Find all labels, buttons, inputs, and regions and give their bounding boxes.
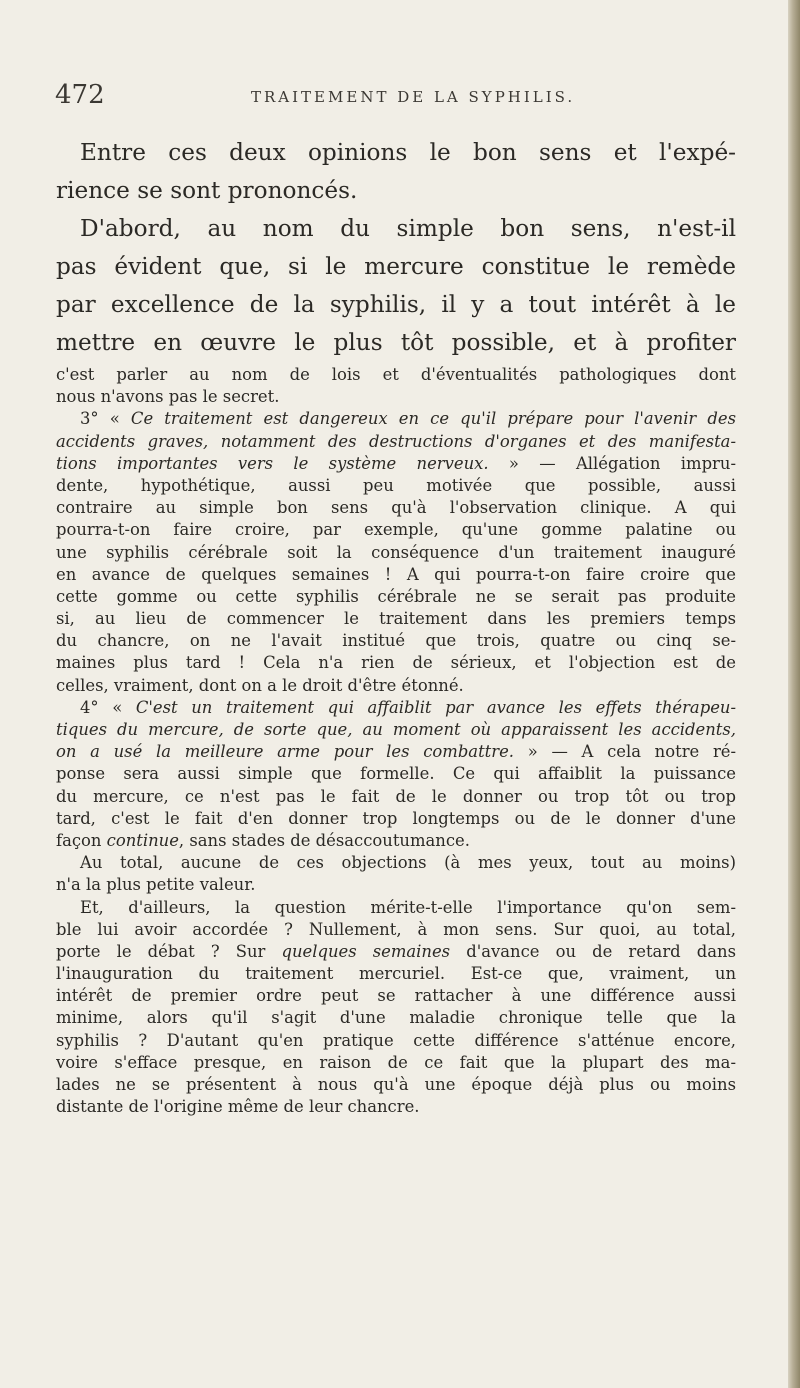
text-line: pas évident que, si le mercure constitue le remède: [56, 253, 736, 280]
small-text-block: [56, 364, 736, 1118]
italic-run: Ce traitement est dangereux en ce qu'il prépare pour l'avenir des: [130, 409, 736, 429]
text-line: c'est parler au nom de lois et d'éventualités pathologiques dont: [56, 365, 736, 384]
text-line: [56, 719, 736, 741]
text-line: maines plus tard ! Cela n'a rien de sérieux, et l'objection est de: [56, 653, 736, 673]
page-edge-shadow: [788, 0, 800, 1388]
text-line: syphilis ? D'autant qu'en pratique cette différence s'atténue encore,: [56, 1030, 736, 1050]
text-line: l'inauguration du traitement mercuriel. Est-ce que, vraiment, un: [56, 964, 736, 984]
text-line: du mercure, ce n'est pas le fait de le donner ou trop tôt ou trop: [56, 786, 736, 806]
text-line: tard, c'est le fait d'en donner trop longtemps ou de le donner d'une: [56, 808, 736, 828]
text-line: [56, 408, 736, 430]
text-run: d'avance ou de retard dans: [450, 941, 736, 961]
text-line: si, au lieu de commencer le traitement dans les premiers temps: [56, 609, 736, 629]
text-line: lades ne se présentent à nous qu'à une époque déjà plus ou moins: [56, 1075, 736, 1094]
text-line: distante de l'origine même de leur chancre.: [56, 1097, 420, 1117]
text-line: [56, 697, 736, 719]
page-number: 472: [55, 80, 105, 110]
italic-run: on a usé la meilleure arme pour les combattre.: [56, 742, 515, 762]
text-line: Entre ces deux opinions le bon sens et l'expé-: [80, 139, 736, 166]
italic-run: continue: [106, 830, 179, 850]
text-run: » — Allégation impru-: [488, 453, 736, 473]
text-line: celles, vraiment, dont on a le droit d'être étonné.: [56, 675, 464, 695]
text-line: une syphilis cérébrale soit la conséquence d'un traitement inauguré: [56, 542, 736, 562]
large-text-block: [56, 134, 736, 362]
text-run: 3° «: [80, 409, 131, 429]
text-line: nous n'avons pas le secret.: [56, 387, 280, 407]
text-line: minime, alors qu'il s'agit d'une maladie chronique telle que la: [56, 1008, 736, 1028]
text-line: pourra-t-on faire croire, par exemple, qu'une gomme palatine ou: [56, 520, 736, 540]
italic-run: tiques du mercure, de sorte que, au moment où apparaissent les accidents,: [56, 720, 736, 739]
text-line: cette gomme ou cette syphilis cérébrale ne se serait pas produite: [56, 586, 736, 606]
italic-run: tions importantes vers le système nerveux.: [56, 453, 489, 473]
running-title: TRAITEMENT DE LA SYPHILIS.: [251, 88, 576, 106]
text-line: [56, 431, 736, 453]
text-run: » — A cela notre ré-: [514, 742, 736, 762]
text-run: porte le débat ? Sur: [56, 941, 282, 961]
text-run: façon: [56, 830, 107, 850]
text-line: Au total, aucune de ces objections (à mes yeux, tout au moins): [80, 853, 736, 873]
text-line: D'abord, au nom du simple bon sens, n'est-il: [80, 215, 736, 242]
text-line: mettre en œuvre le plus tôt possible, et à profiter: [56, 329, 736, 356]
text-line: ponse sera aussi simple que formelle. Ce qui affaiblit la puissance: [56, 764, 736, 784]
text-line: rience se sont prononcés.: [56, 177, 358, 204]
text-line: [56, 453, 736, 475]
text-line: par excellence de la syphilis, il y a tout intérêt à le: [56, 291, 736, 318]
text-line: [56, 941, 736, 963]
italic-run: quelques semaines: [281, 941, 451, 961]
text-line: [56, 830, 736, 852]
text-line: ble lui avoir accordée ? Nullement, à mon sens. Sur quoi, au total,: [56, 919, 736, 939]
italic-run: accidents graves, notamment des destructions d'organes et des manifesta-: [56, 431, 736, 451]
text-run: 4° «: [80, 697, 136, 717]
text-line: dente, hypothétique, aussi peu motivée que possible, aussi: [56, 475, 736, 495]
text-run: , sans stades de désaccoutumance.: [178, 830, 470, 850]
text-line: n'a la plus petite valeur.: [56, 875, 256, 895]
text-line: intérêt de premier ordre peut se rattacher à une différence aussi: [56, 986, 736, 1006]
text-line: [56, 741, 736, 763]
text-line: Et, d'ailleurs, la question mérite-t-elle l'importance qu'on sem-: [80, 897, 736, 917]
text-line: contraire au simple bon sens qu'à l'observation clinique. A qui: [56, 498, 736, 518]
page-header: [55, 80, 755, 110]
body-text: [56, 134, 736, 1118]
text-line: en avance de quelques semaines ! A qui pourra-t-on faire croire que: [56, 564, 736, 584]
italic-run: C'est un traitement qui affaiblit par avance les effets thérapeu-: [135, 697, 736, 717]
text-line: du chancre, on ne l'avait institué que trois, quatre ou cinq se-: [56, 631, 736, 651]
text-line: voire s'efface presque, en raison de ce fait que la plupart des ma-: [56, 1052, 736, 1072]
